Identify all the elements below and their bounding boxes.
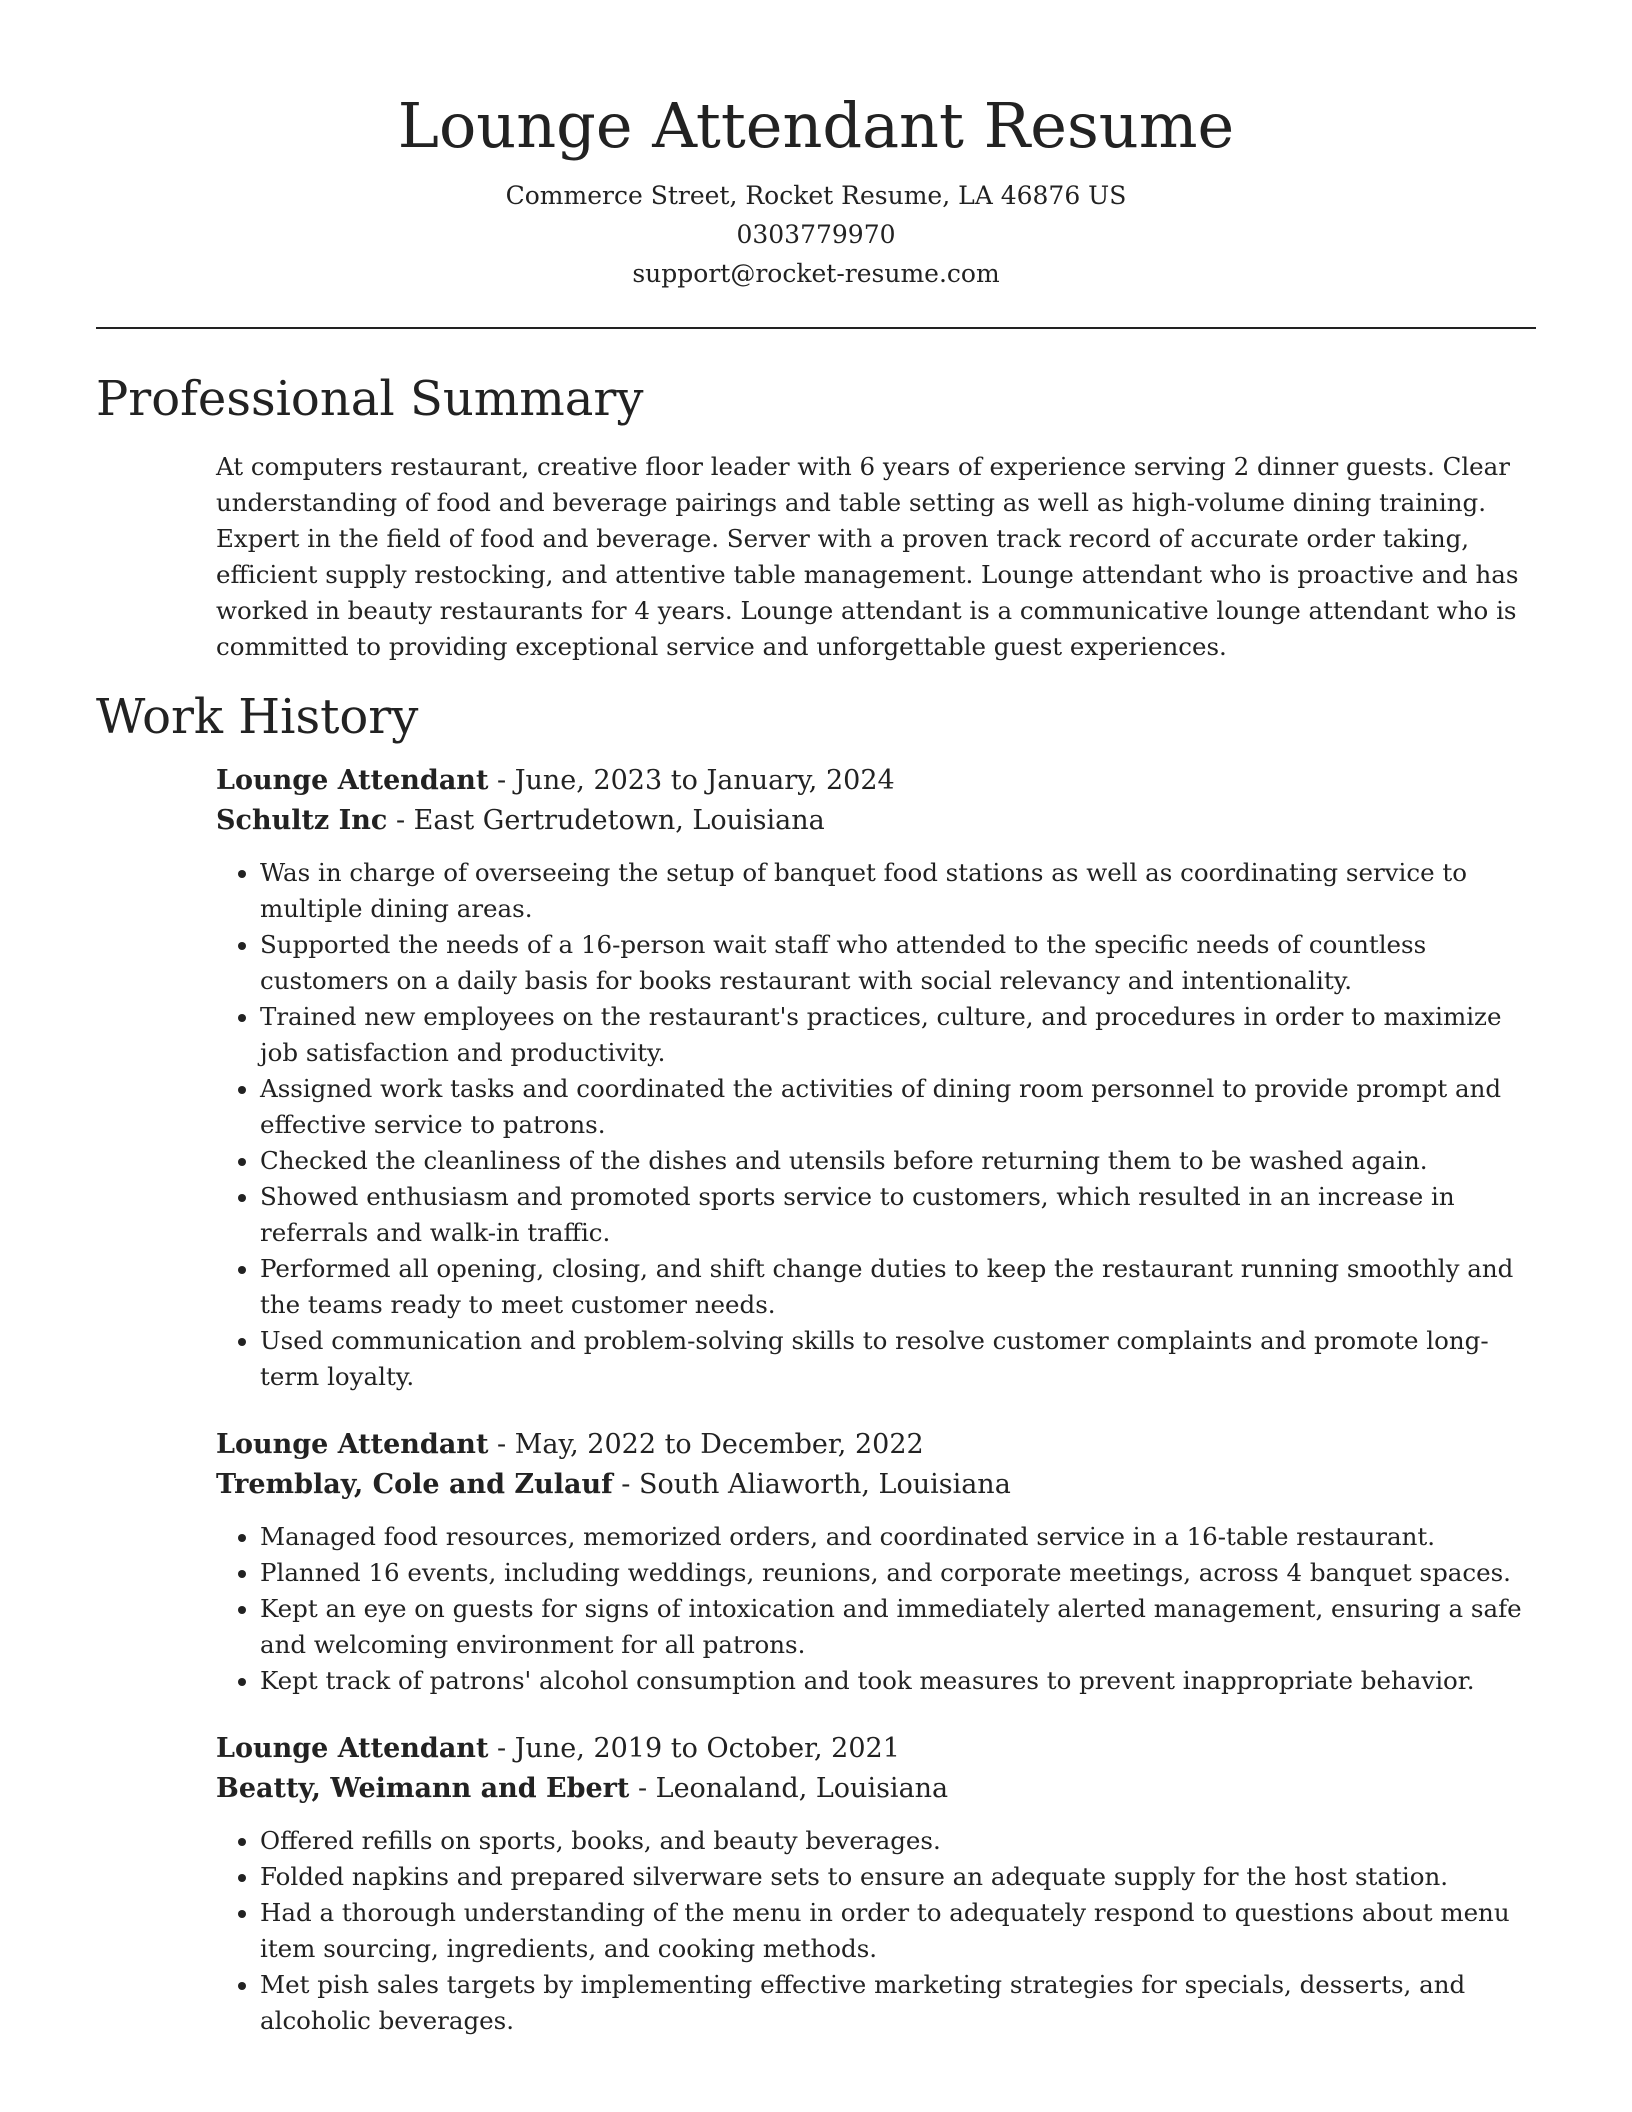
list-item: • Supported the needs of a 16-person wait staff who attended to the specific needs of countless customers on a daily basis for books restaurant with social relevancy and intentionality. [260,927,1536,999]
list-item: • Had a thorough understanding of the menu in order to adequately respond to questions about menu item sourcing, ingredients, and cooking methods. [260,1895,1536,1967]
list-item: • Kept track of patrons' alcohol consumption and took measures to prevent inappropriate behavior. [260,1663,1536,1699]
job-dates: - June, 2019 to October, 2021 [488,1733,900,1764]
list-item: • Managed food resources, memorized orders, and coordinated service in a 16-table restaurant. [260,1519,1536,1555]
job-title: Lounge Attendant [216,1733,489,1764]
list-item: • Was in charge of overseeing the setup of banquet food stations as well as coordinating service to multiple dining areas. [260,855,1536,927]
list-item: • Assigned work tasks and coordinated the activities of dining room personnel to provide prompt and effective service to patrons. [260,1071,1536,1143]
job-location: - South Aliaworth, Louisiana [612,1469,1011,1500]
job-title-line [216,1425,1536,1465]
list-item: • Performed all opening, closing, and shift change duties to keep the restaurant running smoothly and the teams ready to meet customer needs. [260,1251,1536,1323]
list-item: • Met pish sales targets by implementing effective marketing strategies for specials, desserts, and alcoholic beverages. [260,1967,1536,2039]
list-item: • Used communication and problem-solving skills to resolve customer complaints and promote long-term loyalty. [260,1323,1536,1395]
job-location: - East Gertrudetown, Louisiana [387,805,825,836]
header-divider [96,327,1536,329]
job-title-line [216,1729,1536,1769]
summary-text: At computers restaurant, creative floor leader with 6 years of experience serving 2 dinner guests. Clear understanding of food and beverage pairings and table setting as well as high-volume dining training. Expert in the field of food and beverage. Server with a proven track record of accurate order taking, efficient supply restocking, and attentive table management. Lounge attendant who is proactive and has worked in beauty restaurants for 4 years. Lounge attendant is a communicative lounge attendant who is committed to providing exceptional service and unforgettable guest experiences. [216,452,1519,661]
job-title: Lounge Attendant [216,1429,489,1460]
job-dates: - May, 2022 to December, 2022 [488,1429,924,1460]
job-company: Beatty, Weimann and Ebert [216,1773,630,1804]
list-item: • Kept an eye on guests for signs of intoxication and immediately alerted management, ensuring a safe and welcoming environment for all patrons. [260,1591,1536,1663]
list-item: • Trained new employees on the restaurant's practices, culture, and procedures in order to maximize job satisfaction and productivity. [260,999,1536,1071]
job-entry-1 [216,761,1536,1395]
job-dates: - June, 2023 to January, 2024 [488,765,895,796]
job-company: Tremblay, Cole and Zulauf [216,1469,613,1500]
job-company-line [216,1465,1536,1505]
job-title-line [216,761,1536,801]
job-bullets [216,1823,1536,2039]
job-title: Lounge Attendant [216,765,489,796]
job-bullets [216,855,1536,1395]
job-entry-3 [216,1729,1536,2039]
job-entry-2 [216,1425,1536,1699]
job-bullets [216,1519,1536,1699]
job-company-line [216,1769,1536,1809]
job-location: - Leonaland, Louisiana [629,1773,949,1804]
list-item: • Offered refills on sports, books, and beauty beverages. [260,1823,1536,1859]
list-item: • Folded napkins and prepared silverware sets to ensure an adequate supply for the host station. [260,1859,1536,1895]
contact-address: Commerce Street, Rocket Resume, LA 46876 US [505,181,1127,210]
list-item: • Showed enthusiasm and promoted sports service to customers, which resulted in an increase in referrals and walk-in traffic. [260,1179,1536,1251]
job-company-line [216,801,1536,841]
contact-email: support@rocket-resume.com [632,259,1000,288]
resume-title: Lounge Attendant Resume [397,89,1235,162]
job-company: Schultz Inc [216,805,388,836]
summary-heading: Professional Summary [96,371,644,427]
work-history-heading: Work History [96,689,419,745]
contact-phone: 0303779970 [736,220,896,249]
list-item: • Planned 16 events, including weddings, reunions, and corporate meetings, across 4 banquet spaces. [260,1555,1536,1591]
list-item: • Checked the cleanliness of the dishes and utensils before returning them to be washed again. [260,1143,1536,1179]
contact-block [96,176,1536,293]
resume-page [96,0,1536,2039]
